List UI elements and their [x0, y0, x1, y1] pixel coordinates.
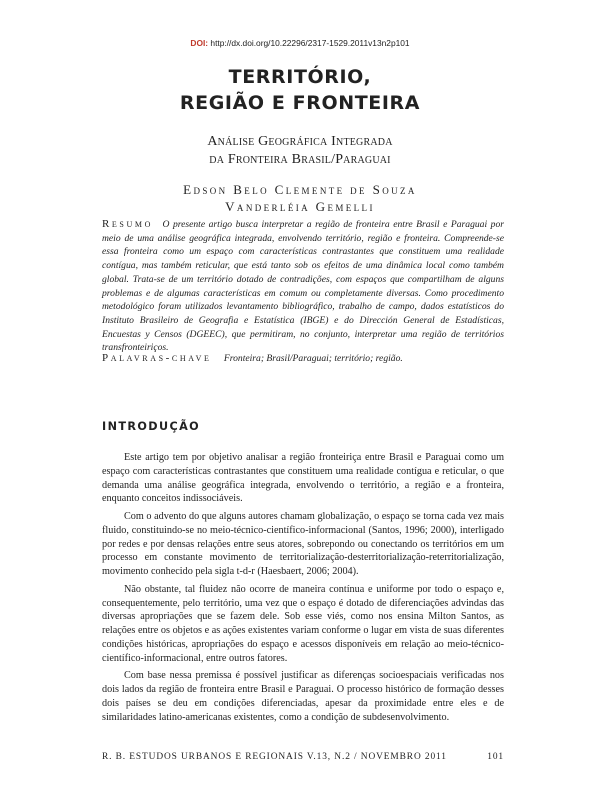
title-line-1: TERRITÓRIO, [228, 66, 372, 88]
keywords [102, 352, 504, 364]
page-footer [102, 752, 504, 762]
author-2: Vanderléia Gemelli [225, 199, 375, 214]
abstract-text: O presente artigo busca interpretar a região de fronteira entre Brasil e Paraguai por meio de uma análise geográfica integrada, envolvendo território, região e fronteira. Compreende-se essa fronteira como um espaço com características contrastantes que constituem uma realidade contígua, mas também reticular, que está tanto sob os efeitos de uma dinâmica local como também global. Trata-se de um território dotado de contradições, com espaços que compartilham de alguns problemas e de algumas características em comum ou completamente diversas. Como procedimento metodológico foram utilizados levantamento bibliográfico, trabalho de campo, dados estatísticos do Instituto Brasileiro de Geografia e Estatística (IBGE) e do Dirección General de Estadísticas, Encuestas y Censos (DGEEC), que permitiram, no conjunto, interpretar uma região de territórios transfronteiriços. [102, 219, 504, 354]
paragraph: Não obstante, tal fluidez não ocorre de maneira contínua e uniforme por todo o espaço e, consequentemente, pelo território, uma vez que o espaço é dotado de diferenciações advindas das diversas apropriações que se fazem dele. Sob esse viés, como nos ensina Milton Santos, as relações entre os objetos e as ações existentes variam conforme o lugar em vista de suas diferentes condições históricas, apropriações do espaço e acessos disponíveis em relação ao meio-técnico-científico-informacional, entre outros fatores. [102, 583, 504, 664]
page-number: 101 [487, 752, 504, 762]
title-line-2: REGIÃO E FRONTEIRA [179, 92, 421, 114]
keywords-text: Fronteira; Brasil/Paraguai; território; região. [223, 353, 403, 364]
paragraph: Com base nessa premissa é possível justificar as diferenças socioespaciais verificadas nos dois lados da região de fronteira entre Brasil e Paraguai. O processo histórico de formação desses dois países se deu em condições diferenciadas, apesar da proximidade entre eles e de similaridades latino-americanas existentes, como a condição de subdesenvolvimento. [102, 670, 504, 723]
authors [0, 181, 600, 215]
author-1: Edson Belo Clemente de Souza [183, 182, 417, 197]
body-text [102, 451, 504, 728]
abstract [102, 218, 504, 355]
subtitle-line-2: da Fronteira Brasil/Paraguai [209, 152, 391, 167]
article-subtitle [0, 133, 600, 169]
journal-citation: R. B. ESTUDOS URBANOS E REGIONAIS V.13, N.2 / NOVEMBRO 2011 [102, 752, 447, 762]
doi-link[interactable]: http://dx.doi.org/10.22296/2317-1529.2011v13n2p101 [210, 38, 410, 48]
article-title [0, 64, 600, 116]
paragraph: Este artigo tem por objetivo analisar a região fronteiriça entre Brasil e Paraguai como um espaço com características contrastantes que constituem uma realidade contígua e reticular, o que demanda uma análise geográfica integrada, envolvendo o território, a região e a fronteira, enquanto conceitos indissociáveis. [102, 452, 504, 505]
subtitle-line-1: Análise Geográfica Integrada [207, 134, 393, 149]
keywords-label: Palavras-chave [102, 352, 212, 364]
doi-line [0, 38, 600, 48]
doi-label: DOI: [190, 38, 209, 48]
paragraph: Com o advento do que alguns autores chamam globalização, o espaço se torna cada vez mais fluido, constituindo-se no meio-técnico-científico-informacional (Santos, 1996; 2000), interligado por redes e por densas relações entre seus atores, sobrepondo ou conectando os territórios em um processo em constante movimento de territorialização-desterritorialização-reterritorialização, movimento conhecido pela sigla t-d-r (Haesbaert, 2006; 2004). [102, 511, 504, 577]
abstract-label: Resumo [102, 218, 153, 230]
section-heading: INTRODUÇÃO [102, 420, 201, 433]
